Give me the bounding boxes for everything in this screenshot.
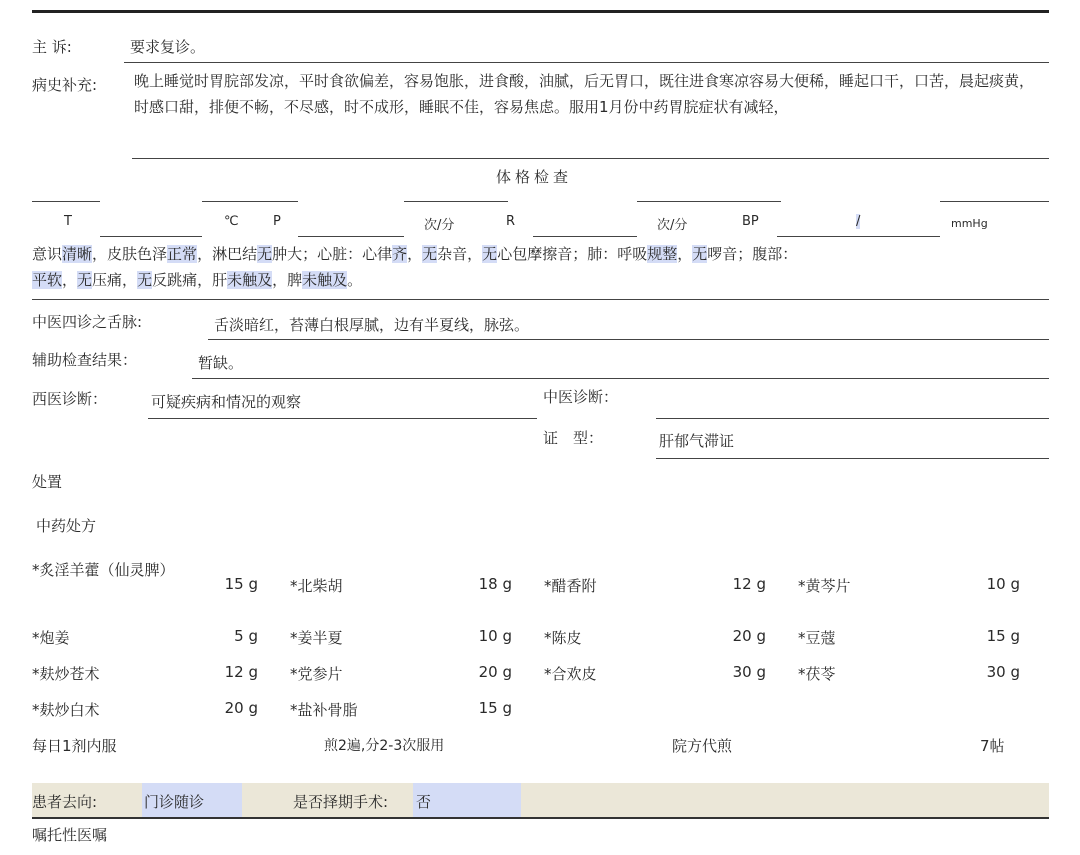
destination-label: 患者去向: [32,793,98,811]
rx-name: *麸炒白术 [32,701,100,719]
rx-dose: 30 g [986,663,1020,681]
vitals-top-line [637,201,781,202]
rx-name: *茯苓 [798,665,836,683]
rx-dose: 15 g [478,699,512,717]
vitals-top-line [940,201,1049,202]
complaint-label: 主 诉: [32,38,72,56]
r-label: R [506,214,516,229]
bp-unit: mmHg [951,217,988,230]
destination-underline [32,817,1049,819]
rx-dose: 15 g [986,627,1020,645]
rx-name: *北柴胡 [290,577,343,595]
tcm-four-underline [208,339,1049,340]
aux-underline [192,378,1049,379]
syndrome-value: 肝郁气滞证 [659,432,735,450]
tcm-four-label: 中医四诊之舌脉: [32,313,143,331]
bp-separator: / [856,214,861,229]
rx-dose: 20 g [732,627,766,645]
history-label: 病史补充: [32,76,98,94]
p-unit: 次/分 [424,218,455,233]
syndrome-underline [656,458,1049,459]
r-field[interactable] [533,236,637,237]
rx-name: *醋香附 [544,577,597,595]
rx-name: *炮姜 [32,629,70,647]
complaint-value: 要求复诊。 [130,38,206,56]
history-underline [132,158,1049,159]
rx-dose: 15 g [224,575,258,593]
usage-method: 煎2遍,分2-3次服用 [324,738,445,754]
t-label: T [64,214,72,229]
rx-dose: 12 g [732,575,766,593]
west-dx-value: 可疑疾病和情况的观察 [151,393,302,411]
syndrome-label: 证 型： [543,429,604,447]
rx-name: *炙淫羊藿（仙灵脾） [32,561,175,579]
t-field[interactable] [100,236,202,237]
advice-title: 嘱托性医嘱 [32,826,108,844]
bp-field[interactable] [777,236,940,237]
rx-name: *黄芩片 [798,577,851,595]
usage-count: 7帖 [980,737,1005,755]
p-label: P [273,214,281,229]
rx-name: *盐补骨脂 [290,701,358,719]
p-field[interactable] [298,236,404,237]
r-unit: 次/分 [657,218,688,233]
vitals-top-line [202,201,298,202]
rx-dose: 18 g [478,575,512,593]
rx-dose: 20 g [224,699,258,717]
west-dx-underline [148,418,537,419]
tcm-four-value: 舌淡暗红，苔薄白根厚腻，边有半夏线，脉弦。 [214,316,530,334]
rx-dose: 5 g [234,627,258,645]
tcm-dx-label: 中医诊断： [543,388,619,406]
bp-label: BP [742,214,759,229]
exam-underline [32,299,1049,300]
surgery-label: 是否择期手术: [293,793,389,811]
usage-daily: 每日1剂内服 [32,737,117,755]
t-unit: ℃ [224,214,239,229]
exam-title: 体格检查 [496,168,573,186]
tcm-dx-underline [656,418,1049,419]
west-dx-label: 西医诊断： [32,390,108,408]
surgery-value[interactable]: 否 [416,793,432,811]
rx-dose: 20 g [478,663,512,681]
rx-dose: 10 g [986,575,1020,593]
rx-dose: 30 g [732,663,766,681]
aux-value: 暂缺。 [198,354,244,372]
vitals-top-line [32,201,100,202]
rx-dose: 10 g [478,627,512,645]
aux-label: 辅助检查结果： [32,351,138,369]
rx-title: 中药处方 [36,517,97,535]
rx-name: *合欢皮 [544,665,597,683]
usage-decoct: 院方代煎 [672,737,733,755]
exam-findings: 意识清晰，皮肤色泽正常，淋巴结无肿大；心脏：心律齐，无杂音，无心包摩擦音；肺：呼吸规整，无啰音；腹部： 平软，无压痛，无反跳痛，肝未触及，脾未触及。 [32,245,798,289]
disposal-title: 处置 [32,473,63,491]
rx-name: *党参片 [290,665,343,683]
rx-dose: 12 g [224,663,258,681]
history-text: 晚上睡觉时胃脘部发凉，平时食欲偏差，容易饱胀，进食酸，油腻，后无胃口，既往进食寒凉容易大便稀，睡起口干，口苦，晨起痰黄，时感口甜，排便不畅，不尽感，时不成形，睡眠不佳，容易焦虑。服用1月份中药胃脘症状有减轻， [134,72,1035,116]
vitals-top-line [404,201,508,202]
rx-name: *豆蔻 [798,629,836,647]
destination-value[interactable]: 门诊随诊 [144,793,205,811]
complaint-underline [124,62,1049,63]
rx-name: *姜半夏 [290,629,343,647]
rx-name: *麸炒苍术 [32,665,100,683]
rx-name: *陈皮 [544,629,582,647]
top-border [32,10,1049,13]
